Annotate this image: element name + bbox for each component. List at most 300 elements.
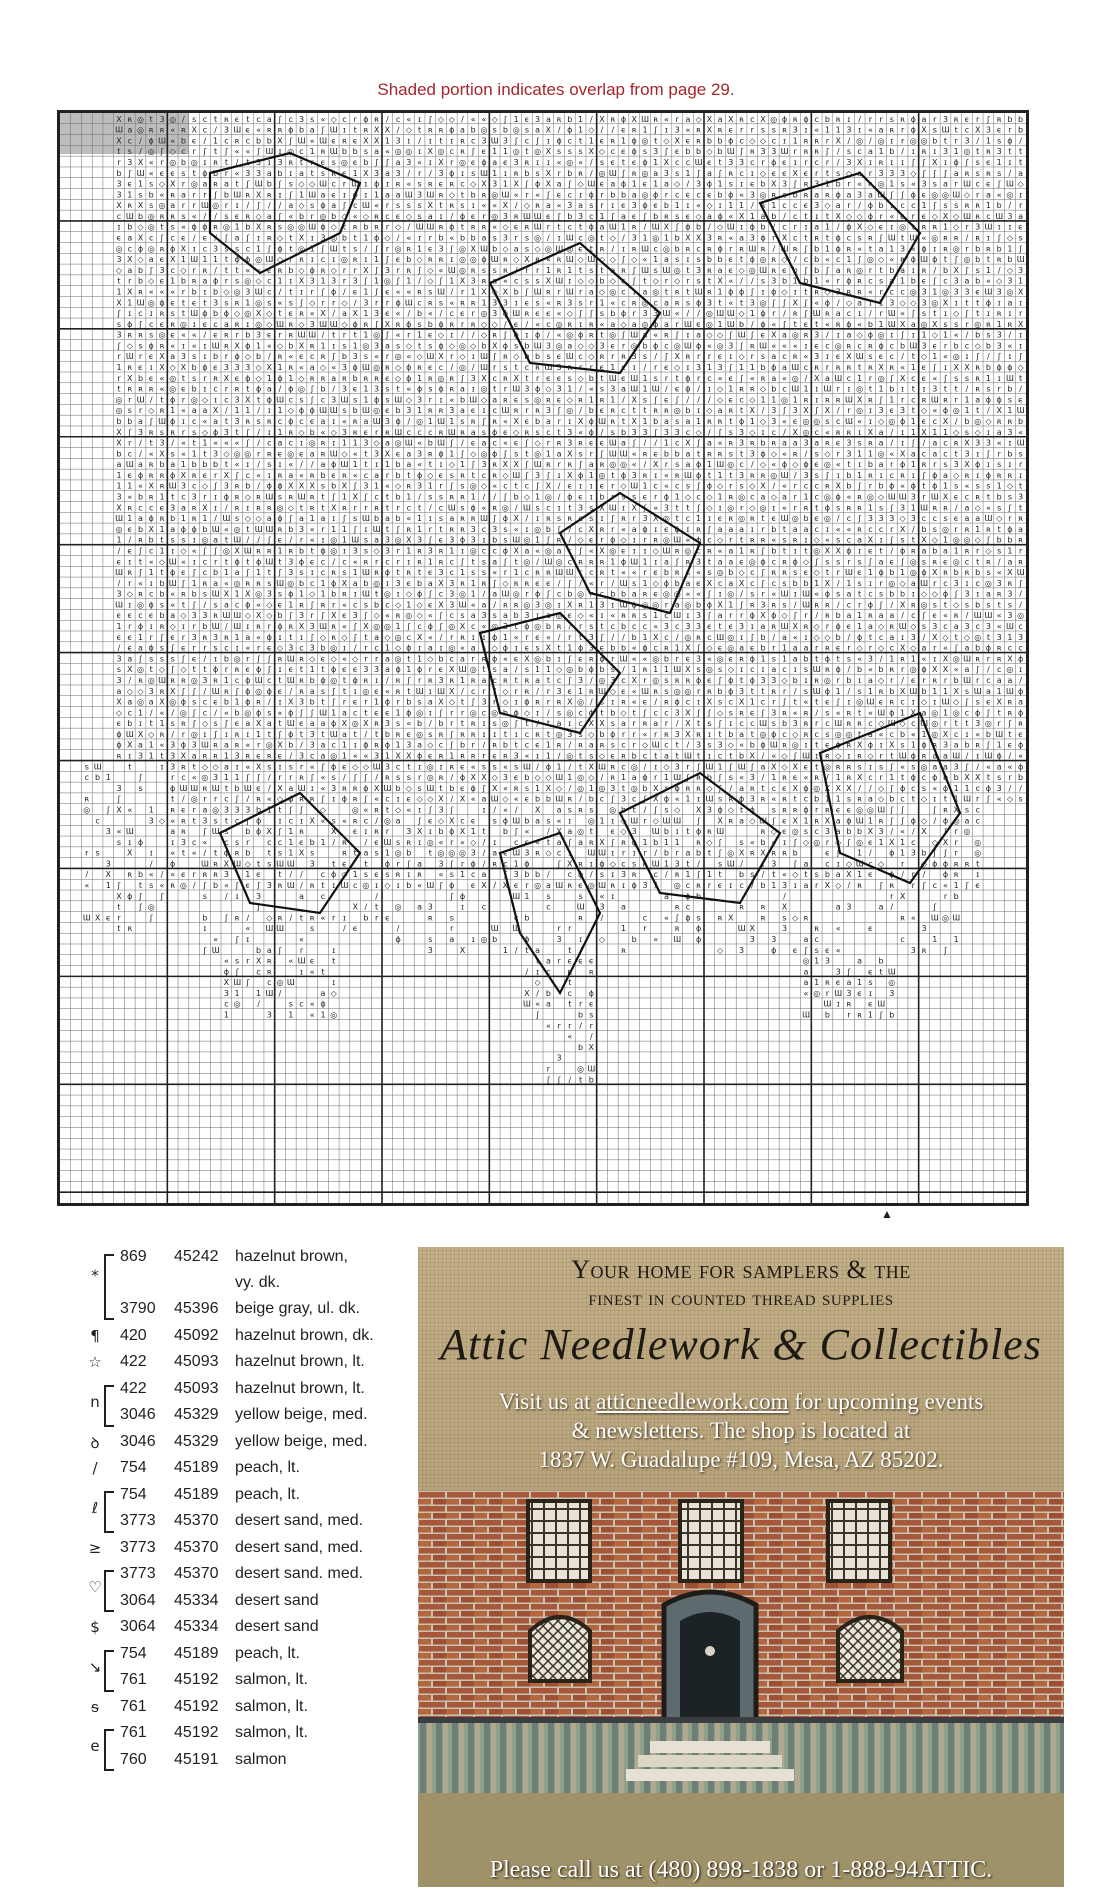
svg-text:t: t <box>354 234 357 243</box>
svg-text:b: b <box>599 665 604 674</box>
svg-text:ʃ: ʃ <box>857 255 861 264</box>
svg-text:3: 3 <box>1007 611 1012 620</box>
svg-text:s: s <box>1008 600 1012 609</box>
svg-text:1: 1 <box>159 719 164 728</box>
svg-text:ʃ: ʃ <box>192 687 196 696</box>
svg-text:/: / <box>204 654 207 663</box>
svg-text:r: r <box>729 482 733 491</box>
svg-text:b: b <box>825 115 830 124</box>
svg-text:c: c <box>203 244 207 253</box>
svg-text:r: r <box>912 212 916 221</box>
svg-text:ϵ: ϵ <box>707 676 712 685</box>
svg-text:ɸ: ɸ <box>803 460 808 469</box>
svg-text:ʀ: ʀ <box>814 363 819 372</box>
svg-text:ʀ: ʀ <box>439 406 444 415</box>
svg-text:◇: ◇ <box>406 126 413 135</box>
svg-text:s: s <box>858 439 862 448</box>
svg-text:r: r <box>472 309 476 318</box>
svg-text:ʃ: ʃ <box>814 406 818 415</box>
svg-text:◎: ◎ <box>642 600 649 609</box>
svg-text:b: b <box>353 147 358 156</box>
svg-text:1: 1 <box>374 482 379 491</box>
svg-text:«: « <box>643 654 648 663</box>
svg-text:ʀ: ʀ <box>621 266 626 275</box>
svg-text:◎: ◎ <box>459 158 466 167</box>
svg-text:/: / <box>558 633 561 642</box>
svg-text:a: a <box>406 460 411 469</box>
svg-text:ʃ: ʃ <box>997 180 1001 189</box>
svg-text:ʀ: ʀ <box>771 622 776 631</box>
svg-text:ɸ: ɸ <box>1018 654 1023 663</box>
svg-text:3: 3 <box>739 158 744 167</box>
svg-text:«: « <box>396 309 401 318</box>
svg-text:Ɯ: Ɯ <box>308 223 316 232</box>
svg-text:«: « <box>492 223 497 232</box>
svg-text:«: « <box>256 126 261 135</box>
svg-text:◎: ◎ <box>395 439 402 448</box>
svg-text:c: c <box>664 633 668 642</box>
svg-text:b: b <box>610 590 615 599</box>
svg-text:Ɯ: Ɯ <box>641 266 649 275</box>
svg-text:Ɯ: Ɯ <box>137 298 145 307</box>
svg-text:ɸ: ɸ <box>331 288 336 297</box>
svg-text:c: c <box>417 622 421 631</box>
svg-text:◎: ◎ <box>470 665 477 674</box>
svg-text:s: s <box>600 158 604 167</box>
svg-text:Ɯ: Ɯ <box>330 406 338 415</box>
svg-text:X: X <box>191 126 197 135</box>
svg-text:r: r <box>461 288 465 297</box>
svg-text:Ɯ: Ɯ <box>931 395 939 404</box>
svg-text:Ɯ: Ɯ <box>620 579 628 588</box>
svg-text:ʃ: ʃ <box>117 341 121 350</box>
dmc-number: 3046 <box>120 1433 170 1451</box>
dmc-number: 422 <box>120 1353 170 1371</box>
svg-text:◇: ◇ <box>277 341 284 350</box>
svg-text:ɪ: ɪ <box>193 536 196 545</box>
svg-text:ʀ: ʀ <box>965 201 970 210</box>
svg-text:ɸ: ɸ <box>395 417 400 426</box>
svg-text:1: 1 <box>943 428 948 437</box>
svg-text:Ɯ: Ɯ <box>426 223 434 232</box>
svg-text:ʀ: ʀ <box>911 600 916 609</box>
attic-needlework-ad[interactable] <box>418 1247 1064 1887</box>
svg-text:s: s <box>353 395 357 404</box>
svg-text:/: / <box>687 395 690 404</box>
svg-text:t: t <box>600 266 603 275</box>
svg-text:X: X <box>256 719 262 728</box>
svg-text:◇: ◇ <box>449 190 456 199</box>
svg-text:r: r <box>557 169 561 178</box>
svg-text:s: s <box>825 708 829 717</box>
svg-text:a: a <box>868 190 873 199</box>
svg-text:ʃ: ʃ <box>567 180 571 189</box>
svg-text:◎: ◎ <box>910 288 917 297</box>
svg-text:1: 1 <box>374 698 379 707</box>
svg-text:3: 3 <box>997 147 1002 156</box>
svg-text:ɪ: ɪ <box>236 644 239 653</box>
svg-text:r: r <box>203 190 207 199</box>
svg-text:X: X <box>224 471 230 480</box>
svg-text:ʀ: ʀ <box>342 471 347 480</box>
svg-text:a: a <box>846 590 851 599</box>
svg-text:◇: ◇ <box>438 331 445 340</box>
svg-text:ɪ: ɪ <box>450 331 453 340</box>
svg-text:ɪ: ɪ <box>622 244 625 253</box>
svg-text:ʃ: ʃ <box>245 234 249 243</box>
svg-text:ϵ: ϵ <box>117 234 122 243</box>
svg-text:t: t <box>654 136 657 145</box>
svg-text:1: 1 <box>159 525 164 534</box>
svg-text:ϵ: ϵ <box>1018 395 1023 404</box>
svg-text:r: r <box>461 320 465 329</box>
svg-text:«: « <box>149 557 154 566</box>
svg-text:◇: ◇ <box>824 449 831 458</box>
svg-text:ʀ: ʀ <box>846 708 851 717</box>
svg-text:t: t <box>343 676 346 685</box>
svg-text:ʃ: ʃ <box>267 654 271 663</box>
svg-text:ɸ: ɸ <box>825 298 830 307</box>
svg-text:«: « <box>181 331 186 340</box>
svg-text:ʀ: ʀ <box>449 385 454 394</box>
svg-text:ϵ: ϵ <box>471 406 476 415</box>
svg-text:◎: ◎ <box>556 341 563 350</box>
svg-text:1: 1 <box>460 460 465 469</box>
svg-text:ʃ: ʃ <box>503 557 507 566</box>
svg-text:ɪ: ɪ <box>912 471 915 480</box>
svg-text:«: « <box>632 449 637 458</box>
svg-text:3: 3 <box>975 223 980 232</box>
svg-text:1: 1 <box>911 417 916 426</box>
svg-text:◇: ◇ <box>234 309 241 318</box>
svg-text:3: 3 <box>374 169 379 178</box>
svg-text:a: a <box>954 169 959 178</box>
svg-text:s: s <box>514 341 518 350</box>
svg-text:ʀ: ʀ <box>363 374 368 383</box>
svg-text:t: t <box>182 309 185 318</box>
svg-text:r: r <box>772 644 776 653</box>
svg-text:ʀ: ʀ <box>245 579 250 588</box>
svg-text:a: a <box>836 309 841 318</box>
svg-text:1: 1 <box>943 482 948 491</box>
svg-text:ʀ: ʀ <box>514 169 519 178</box>
svg-text:ɪ: ɪ <box>139 719 142 728</box>
svg-text:t: t <box>182 600 185 609</box>
svg-text:X: X <box>900 600 906 609</box>
svg-text:ɸ: ɸ <box>245 600 250 609</box>
svg-text:t: t <box>461 190 464 199</box>
svg-text:/: / <box>955 503 958 512</box>
svg-text:◎: ◎ <box>223 547 230 556</box>
svg-text:3: 3 <box>159 266 164 275</box>
svg-text:t: t <box>633 708 636 717</box>
svg-text:X: X <box>245 590 251 599</box>
svg-text:ɸ: ɸ <box>717 244 722 253</box>
svg-text:s: s <box>525 244 529 253</box>
svg-text:ʀ: ʀ <box>750 514 755 523</box>
svg-text:1: 1 <box>138 633 143 642</box>
svg-text:a: a <box>965 665 970 674</box>
svg-text:ϵ: ϵ <box>578 244 583 253</box>
svg-text:/: / <box>901 676 904 685</box>
svg-text:ɸ: ɸ <box>578 331 583 340</box>
svg-text:ʀ: ʀ <box>804 719 809 728</box>
svg-text:«: « <box>836 460 841 469</box>
svg-text:1: 1 <box>342 536 347 545</box>
svg-text:/: / <box>236 158 239 167</box>
svg-text:r: r <box>965 223 969 232</box>
svg-text:ϵ: ϵ <box>653 568 658 577</box>
svg-text:c: c <box>568 190 572 199</box>
dmc-number: 754 <box>120 1486 170 1504</box>
svg-text:s: s <box>557 708 561 717</box>
svg-text:ʃ: ʃ <box>138 547 142 556</box>
svg-text:b: b <box>997 244 1002 253</box>
svg-text:X: X <box>943 212 949 221</box>
svg-text:1: 1 <box>385 644 390 653</box>
svg-text:t: t <box>321 665 324 674</box>
svg-text:b: b <box>342 147 347 156</box>
svg-text:ϵ: ϵ <box>922 212 927 221</box>
svg-text:t: t <box>987 255 990 264</box>
anchor-number: 45093 <box>174 1380 234 1398</box>
svg-text:◎: ◎ <box>191 676 198 685</box>
svg-text:b: b <box>782 277 787 286</box>
svg-text:ʀ: ʀ <box>138 590 143 599</box>
svg-text:ɸ: ɸ <box>653 320 658 329</box>
svg-text:◎: ◎ <box>481 309 488 318</box>
svg-text:◎: ◎ <box>384 622 391 631</box>
svg-text:ʃ: ʃ <box>975 352 979 361</box>
svg-text:ϵ: ϵ <box>149 611 154 620</box>
svg-text:t: t <box>826 568 829 577</box>
svg-text:3: 3 <box>589 633 594 642</box>
svg-text:c: c <box>857 147 861 156</box>
svg-text:t: t <box>837 654 840 663</box>
svg-text:«: « <box>922 654 927 663</box>
svg-text:ɸ: ɸ <box>438 449 443 458</box>
svg-text:t: t <box>225 417 228 426</box>
svg-text:3: 3 <box>696 622 701 631</box>
svg-text:t: t <box>761 514 764 523</box>
svg-text:s: s <box>761 126 765 135</box>
svg-text:3: 3 <box>159 439 164 448</box>
svg-text:X: X <box>438 600 444 609</box>
svg-text:s: s <box>460 417 464 426</box>
svg-text:ϵ: ϵ <box>675 385 680 394</box>
svg-text:◇: ◇ <box>406 212 413 221</box>
svg-text:Ɯ: Ɯ <box>759 266 767 275</box>
svg-text:c: c <box>525 136 529 145</box>
svg-text:t: t <box>912 223 915 232</box>
svg-text:ɸ: ɸ <box>192 525 197 534</box>
svg-text:r: r <box>128 622 132 631</box>
svg-text:3: 3 <box>653 147 658 156</box>
svg-text:«: « <box>868 126 873 135</box>
svg-text:b: b <box>213 288 218 297</box>
svg-text:1: 1 <box>256 244 261 253</box>
svg-text:Ɯ: Ɯ <box>899 622 907 631</box>
svg-text:1: 1 <box>503 633 508 642</box>
svg-text:ɪ: ɪ <box>322 536 325 545</box>
svg-text:ɪ: ɪ <box>483 536 486 545</box>
svg-text:s: s <box>396 201 400 210</box>
svg-text:«: « <box>321 115 326 124</box>
svg-text:a: a <box>192 406 197 415</box>
color-name: salmon, lt. <box>235 1724 415 1742</box>
svg-text:ɪ: ɪ <box>203 730 206 739</box>
svg-text:Ɯ: Ɯ <box>555 568 563 577</box>
svg-text:s: s <box>310 201 314 210</box>
svg-text:r: r <box>225 665 229 674</box>
svg-text:3: 3 <box>814 352 819 361</box>
svg-text:a: a <box>385 439 390 448</box>
svg-text:ʃ: ʃ <box>192 568 196 577</box>
svg-text:ϵ: ϵ <box>943 557 948 566</box>
svg-text:ϵ: ϵ <box>578 493 583 502</box>
svg-text:r: r <box>837 676 841 685</box>
svg-text:s: s <box>332 158 336 167</box>
svg-text:ϵ: ϵ <box>127 180 132 189</box>
visit-address: 1837 W. Guadalupe #109, Mesa, AZ 85202. <box>438 1445 1044 1474</box>
svg-text:◎: ◎ <box>534 147 541 156</box>
svg-text:ʃ: ʃ <box>696 503 700 512</box>
svg-text:Ɯ: Ɯ <box>781 622 789 631</box>
svg-text:X: X <box>739 212 745 221</box>
svg-text:r: r <box>117 158 121 167</box>
svg-text:◇: ◇ <box>610 234 617 243</box>
svg-text:ɸ: ɸ <box>353 676 358 685</box>
svg-text:ʀ: ʀ <box>170 676 175 685</box>
svg-text:3: 3 <box>385 417 390 426</box>
svg-text:Ɯ: Ɯ <box>276 395 284 404</box>
svg-text:c: c <box>664 611 668 620</box>
svg-text:c: c <box>611 147 615 156</box>
svg-text:◇: ◇ <box>985 417 992 426</box>
svg-text:a: a <box>288 201 293 210</box>
svg-text:3: 3 <box>374 341 379 350</box>
svg-text:3: 3 <box>503 234 508 243</box>
svg-text:t: t <box>236 428 239 437</box>
svg-text:a: a <box>685 115 690 124</box>
svg-text:ɸ: ɸ <box>353 363 358 372</box>
svg-text:ɸ: ɸ <box>449 223 454 232</box>
svg-text:ʃ: ʃ <box>213 190 217 199</box>
svg-text:1: 1 <box>514 568 519 577</box>
svg-text:ϵ: ϵ <box>342 611 347 620</box>
svg-text:ϵ: ϵ <box>127 611 132 620</box>
svg-text:ʀ: ʀ <box>932 223 937 232</box>
svg-text:b: b <box>771 525 776 534</box>
svg-text:ɪ: ɪ <box>686 255 689 264</box>
svg-text:c: c <box>342 115 346 124</box>
svg-text:X: X <box>975 126 981 135</box>
svg-text:1: 1 <box>267 374 272 383</box>
svg-text:1: 1 <box>589 136 594 145</box>
svg-text:ʀ: ʀ <box>149 471 154 480</box>
svg-text:ʀ: ʀ <box>1018 719 1023 728</box>
svg-text:◎: ◎ <box>631 341 638 350</box>
svg-text:◇: ◇ <box>384 234 391 243</box>
svg-text:t: t <box>998 525 1001 534</box>
svg-text:ʃ: ʃ <box>492 514 496 523</box>
svg-text:1: 1 <box>471 493 476 502</box>
svg-text:s: s <box>181 212 185 221</box>
svg-text:/: / <box>1019 385 1022 394</box>
svg-text:ϵ: ϵ <box>889 406 894 415</box>
svg-text:«: « <box>374 352 379 361</box>
svg-text:a: a <box>1018 212 1023 221</box>
svg-text:1: 1 <box>954 147 959 156</box>
svg-text:X: X <box>224 590 230 599</box>
svg-text:ɪ: ɪ <box>1008 158 1011 167</box>
svg-text:ɪ: ɪ <box>1008 439 1011 448</box>
svg-text:t: t <box>117 385 120 394</box>
svg-text:1: 1 <box>889 395 894 404</box>
svg-text:/: / <box>644 460 647 469</box>
svg-text:◇: ◇ <box>663 136 670 145</box>
svg-text:◇: ◇ <box>545 385 552 394</box>
svg-text:t: t <box>429 460 432 469</box>
svg-text:3: 3 <box>889 298 894 307</box>
svg-text:ɪ: ɪ <box>246 730 249 739</box>
website-link[interactable]: atticneedlework.com <box>596 1389 788 1414</box>
svg-text:a: a <box>911 449 916 458</box>
svg-text:1: 1 <box>288 374 293 383</box>
svg-text:ʀ: ʀ <box>578 600 583 609</box>
svg-text:/: / <box>590 115 593 124</box>
svg-text:◇: ◇ <box>298 374 305 383</box>
svg-text:t: t <box>600 234 603 243</box>
svg-text:a: a <box>889 277 894 286</box>
svg-text:◎: ◎ <box>330 676 337 685</box>
svg-text:/: / <box>289 536 292 545</box>
svg-text:t: t <box>912 352 915 361</box>
svg-text:ʃ: ʃ <box>439 708 443 717</box>
svg-text:/: / <box>644 439 647 448</box>
svg-text:ʀ: ʀ <box>482 223 487 232</box>
svg-text:◎: ◎ <box>813 547 820 556</box>
svg-text:r: r <box>182 288 186 297</box>
svg-text:/: / <box>171 439 174 448</box>
svg-text:b: b <box>320 644 325 653</box>
svg-text:3: 3 <box>353 547 358 556</box>
svg-text:ϵ: ϵ <box>685 212 690 221</box>
svg-text:ɸ: ɸ <box>449 126 454 135</box>
svg-text:/: / <box>257 439 260 448</box>
svg-text:3: 3 <box>406 406 411 415</box>
svg-text:◎: ◎ <box>513 126 520 135</box>
svg-text:◇: ◇ <box>256 374 263 383</box>
svg-text:1: 1 <box>202 439 207 448</box>
svg-text:ʀ: ʀ <box>299 309 304 318</box>
stitched-house-image <box>418 1491 1064 1887</box>
svg-text:ʀ: ʀ <box>160 730 165 739</box>
svg-text:«: « <box>750 374 755 383</box>
svg-text:X: X <box>116 201 122 210</box>
svg-text:«: « <box>385 611 390 620</box>
svg-text:◎: ◎ <box>459 266 466 275</box>
svg-text:a: a <box>127 654 132 663</box>
svg-text:ʃ: ʃ <box>761 547 765 556</box>
svg-text:3: 3 <box>503 298 508 307</box>
svg-text:«: « <box>728 212 733 221</box>
svg-text:◇: ◇ <box>857 212 864 221</box>
svg-text:◎: ◎ <box>566 708 573 717</box>
svg-text:ɪ: ɪ <box>633 288 636 297</box>
svg-text:ʃ: ʃ <box>771 298 775 307</box>
svg-text:◇: ◇ <box>266 320 273 329</box>
